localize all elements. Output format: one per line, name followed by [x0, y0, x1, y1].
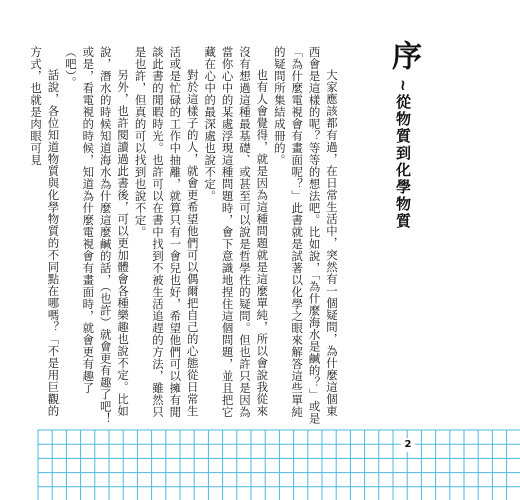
chapter-heading — [350, 40, 420, 290]
paragraph: 話說，各位知道物質與化學物質的不同點在哪嗎？「不是用巨觀的方式，也就是肉眼可見 — [29, 46, 61, 417]
chapter-subtitle: ~從物質到化學物質 — [394, 79, 412, 230]
chapter-title: 序 — [386, 40, 421, 70]
body-text — [29, 46, 340, 428]
paragraph: 對於這樣子的人，就會更希望他們可以偶爾把自己的心態從日常生活或是忙碌的工作中抽離，就算只有一會兒也好，希望他們可以擁有閒談此書的閒暇時光。也許可以在書中找到不被生活追趕的方法，雖然只是也許，但真的可以找到也說不定。 — [133, 46, 200, 418]
paragraph: 另外，也許閱讀過此書後，可以更加體會各種樂趣也說不定。比如說，潛水的時候知道海水為什麼這麼鹹的話，（也許）就會更有趣了吧！或是，看電視的時候，知道為什麼電視會有畫面時，就會更有趣了（吧）。 — [63, 46, 131, 425]
page-number: 2 — [401, 438, 415, 452]
paragraph: 也有人會覺得，就是因為這種問題就是這麼單純，所以會說我從來沒有想過這種最基礎、或甚至可以說是哲學性的疑問。但也許只是因為當你心中的某處浮現這種問題時，會下意識地捏住這個問題，並且把它藏在心中的最深處也說不定。 — [203, 46, 270, 418]
paragraph: 大家應該都有過，在日常生活中，突然有一個疑問，為什麼這個東西會是這樣的呢？等等的想法吧。比如說，「為什麼海水是鹹的？」或是「為什麼電視會有畫面呢？」此書就是試著以化學之眼來解答這些單純的疑問所集結成冊的。 — [272, 46, 339, 425]
